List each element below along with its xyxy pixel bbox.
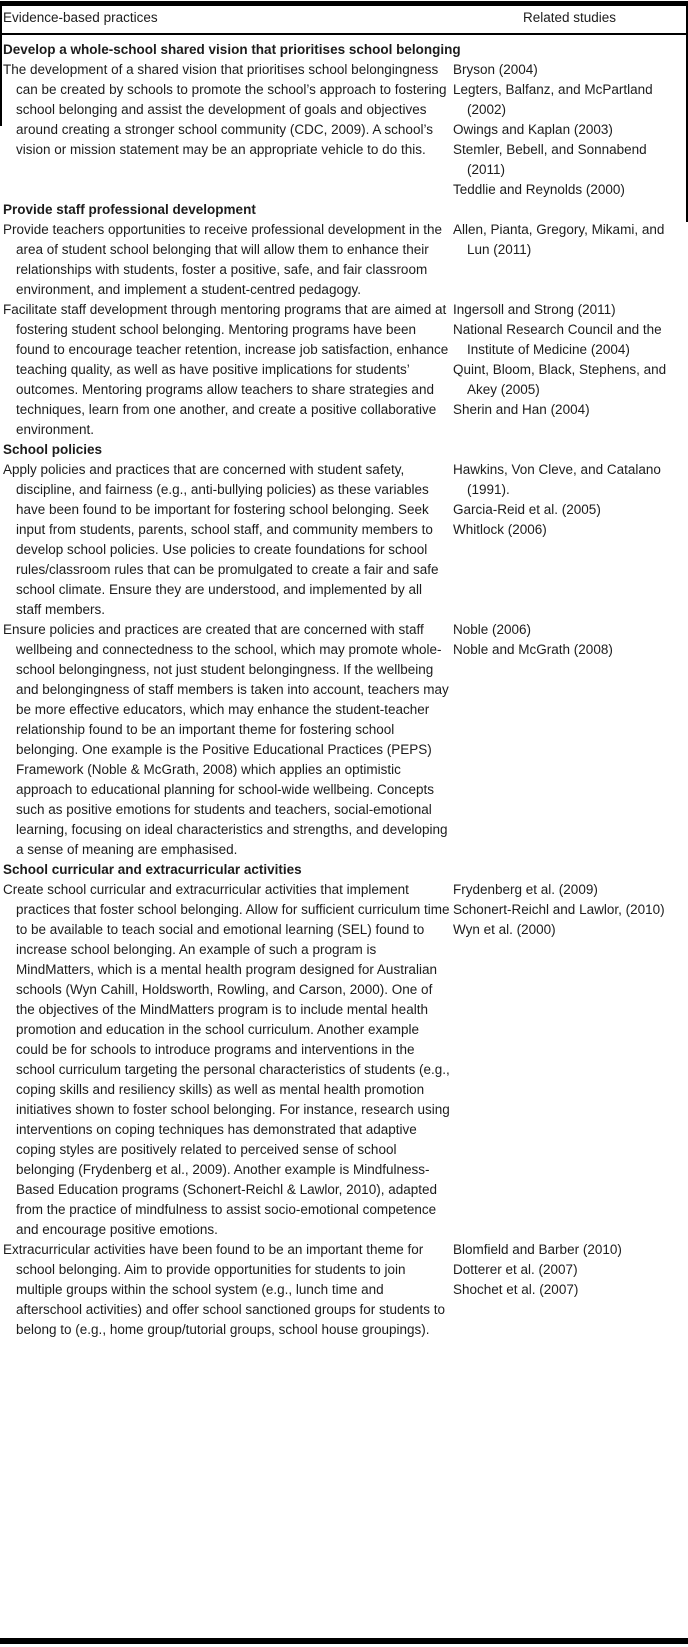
study-citation: Schonert-Reichl and Lawlor, (2010)	[453, 902, 665, 917]
table-row	[0, 1240, 688, 1340]
table-row	[0, 460, 688, 620]
table-top-rule	[0, 1, 688, 6]
study-citation: Hawkins, Von Cleve, and Catalano (1991).	[453, 462, 661, 497]
table-row	[0, 220, 688, 300]
study-citation: National Research Council and the Institute of Medicine (2004)	[453, 322, 662, 357]
section-heading: Provide staff professional development	[3, 202, 256, 217]
table-body	[0, 40, 688, 1340]
study-citation: Owings and Kaplan (2003)	[453, 122, 613, 137]
header-divider-rule	[0, 33, 688, 35]
table-row	[0, 620, 688, 860]
studies-list	[450, 300, 688, 420]
studies-list	[450, 880, 688, 940]
section-heading: Develop a whole-school shared vision that prioritises school belonging	[3, 42, 461, 57]
study-citation: Quint, Bloom, Black, Stephens, and Akey (2005)	[453, 362, 667, 397]
study-citation: Noble (2006)	[453, 622, 532, 637]
study-citation: Garcia-Reid et al. (2005)	[453, 502, 601, 517]
study-citation: Ingersoll and Strong (2011)	[453, 302, 616, 317]
study-citation: Frydenberg et al. (2009)	[453, 882, 598, 897]
table-header-row	[0, 8, 688, 32]
column-header-evidence-practices: Evidence-based practices	[3, 10, 158, 25]
column-header-related-studies: Related studies	[523, 10, 617, 25]
table-row	[0, 60, 688, 200]
study-citation: Teddlie and Reynolds (2000)	[453, 182, 625, 197]
practice-text: Ensure policies and practices are created that are concerned with staff wellbeing and connectedness to the school, which may promote whole-school belongingness, not just student belongingness. If the wellbeing and belongingness of staff members is taken into account, teachers may be more effective educators, which may enhance the student-teacher relationship found to be an important theme for fostering school belonging. One example is the Positive Educational Practices (PEPS) Framework (Noble & McGrath, 2008) which applies an optimistic approach to educational planning for school-wide wellbeing. Concepts such as positive emotions for students and teachers, social-emotional learning, focusing on ideal characteristics and strengths, and developing a sense of meaning are emphasised.	[3, 622, 449, 857]
study-citation: Shochet et al. (2007)	[453, 1282, 579, 1297]
study-citation: Blomfield and Barber (2010)	[453, 1242, 622, 1257]
practice-text: Apply policies and practices that are concerned with student safety, discipline, and fairness (e.g., anti-bullying policies) as these variables have been found to be important for fostering school belonging. Seek input from students, parents, school staff, and community members to develop school policies. Use policies to create foundations for school rules/classroom rules that can be promulgated to create a fair and safe school climate. Ensure they are understood, and implemented by all staff members.	[3, 462, 439, 617]
practice-text: The development of a shared vision that prioritises school belongingness can be created by schools to promote the school’s approach to fostering school belonging and assist the development of goals and objectives around creating a stronger school community (CDC, 2009). A school’s vision or mission statement may be an appropriate vehicle to do this.	[3, 62, 447, 157]
studies-list	[450, 60, 688, 200]
study-citation: Sherin and Han (2004)	[453, 402, 590, 417]
studies-list	[450, 1240, 688, 1300]
practice-text: Extracurricular activities have been found to be an important theme for school belonging. Aim to provide opportunities for students to join multiple groups within the school system (e.g., lunch time and afterschool activities) and offer school sanctioned groups for students to belong to (e.g., home group/tutorial groups, school house groupings).	[3, 1242, 445, 1337]
study-citation: Legters, Balfanz, and McPartland (2002)	[453, 82, 653, 117]
studies-list	[450, 460, 688, 540]
study-citation: Wyn et al. (2000)	[453, 922, 556, 937]
study-citation: Bryson (2004)	[453, 62, 538, 77]
studies-list	[450, 620, 688, 660]
practice-text: Create school curricular and extracurricular activities that implement practices that foster school belonging. Allow for sufficient curriculum time to be available to teach social and emotional learning (SEL) found to increase school belonging. An example of such a program is MindMatters, which is a mental health program designed for Australian schools (Wyn Cahill, Holdsworth, Rowling, and Carson, 2000). One of the objectives of the MindMatters program is to include mental health promotion and education in the school curriculum. Another example could be for schools to introduce programs and interventions in the school curriculum targeting the personal characteristics of students (e.g., coping skills and resiliency skills) as well as mental health promotion initiatives shown to foster school belonging. For instance, research using interventions on coping techniques has demonstrated that adaptive coping styles are positively related to perceived sense of school belonging (Frydenberg et al., 2009). Another example is Mindfulness-Based Education programs (Schonert-Reichl & Lawlor, 2010), adapted from the practice of mindfulness to assist socio-emotional competence and encourage positive emotions.	[3, 882, 450, 1237]
practice-text: Provide teachers opportunities to receive professional development in the area of student school belonging that will allow them to enhance their relationships with students, foster a positive, safe, and fair classroom environment, and implement a student-centred pedagogy.	[3, 222, 443, 297]
table-bottom-rule	[0, 1638, 688, 1644]
study-citation: Whitlock (2006)	[453, 522, 547, 537]
study-citation: Noble and McGrath (2008)	[453, 642, 613, 657]
study-citation: Allen, Pianta, Gregory, Mikami, and Lun (2011)	[453, 222, 665, 257]
section-heading: School curricular and extracurricular activities	[3, 862, 302, 877]
studies-list	[450, 220, 688, 260]
table-row	[0, 880, 688, 1240]
table-row	[0, 300, 688, 440]
practice-text: Facilitate staff development through mentoring programs that are aimed at fostering student school belonging. Mentoring programs have been found to encourage teacher retention, increase job satisfaction, enhance teaching quality, as well as have positive implications for students’ outcomes. Mentoring programs allow teachers to share strategies and techniques, learn from one another, and create a positive collaborative environment.	[3, 302, 449, 437]
study-citation: Stemler, Bebell, and Sonnabend (2011)	[453, 142, 647, 177]
section-heading: School policies	[3, 442, 103, 457]
study-citation: Dotterer et al. (2007)	[453, 1262, 578, 1277]
